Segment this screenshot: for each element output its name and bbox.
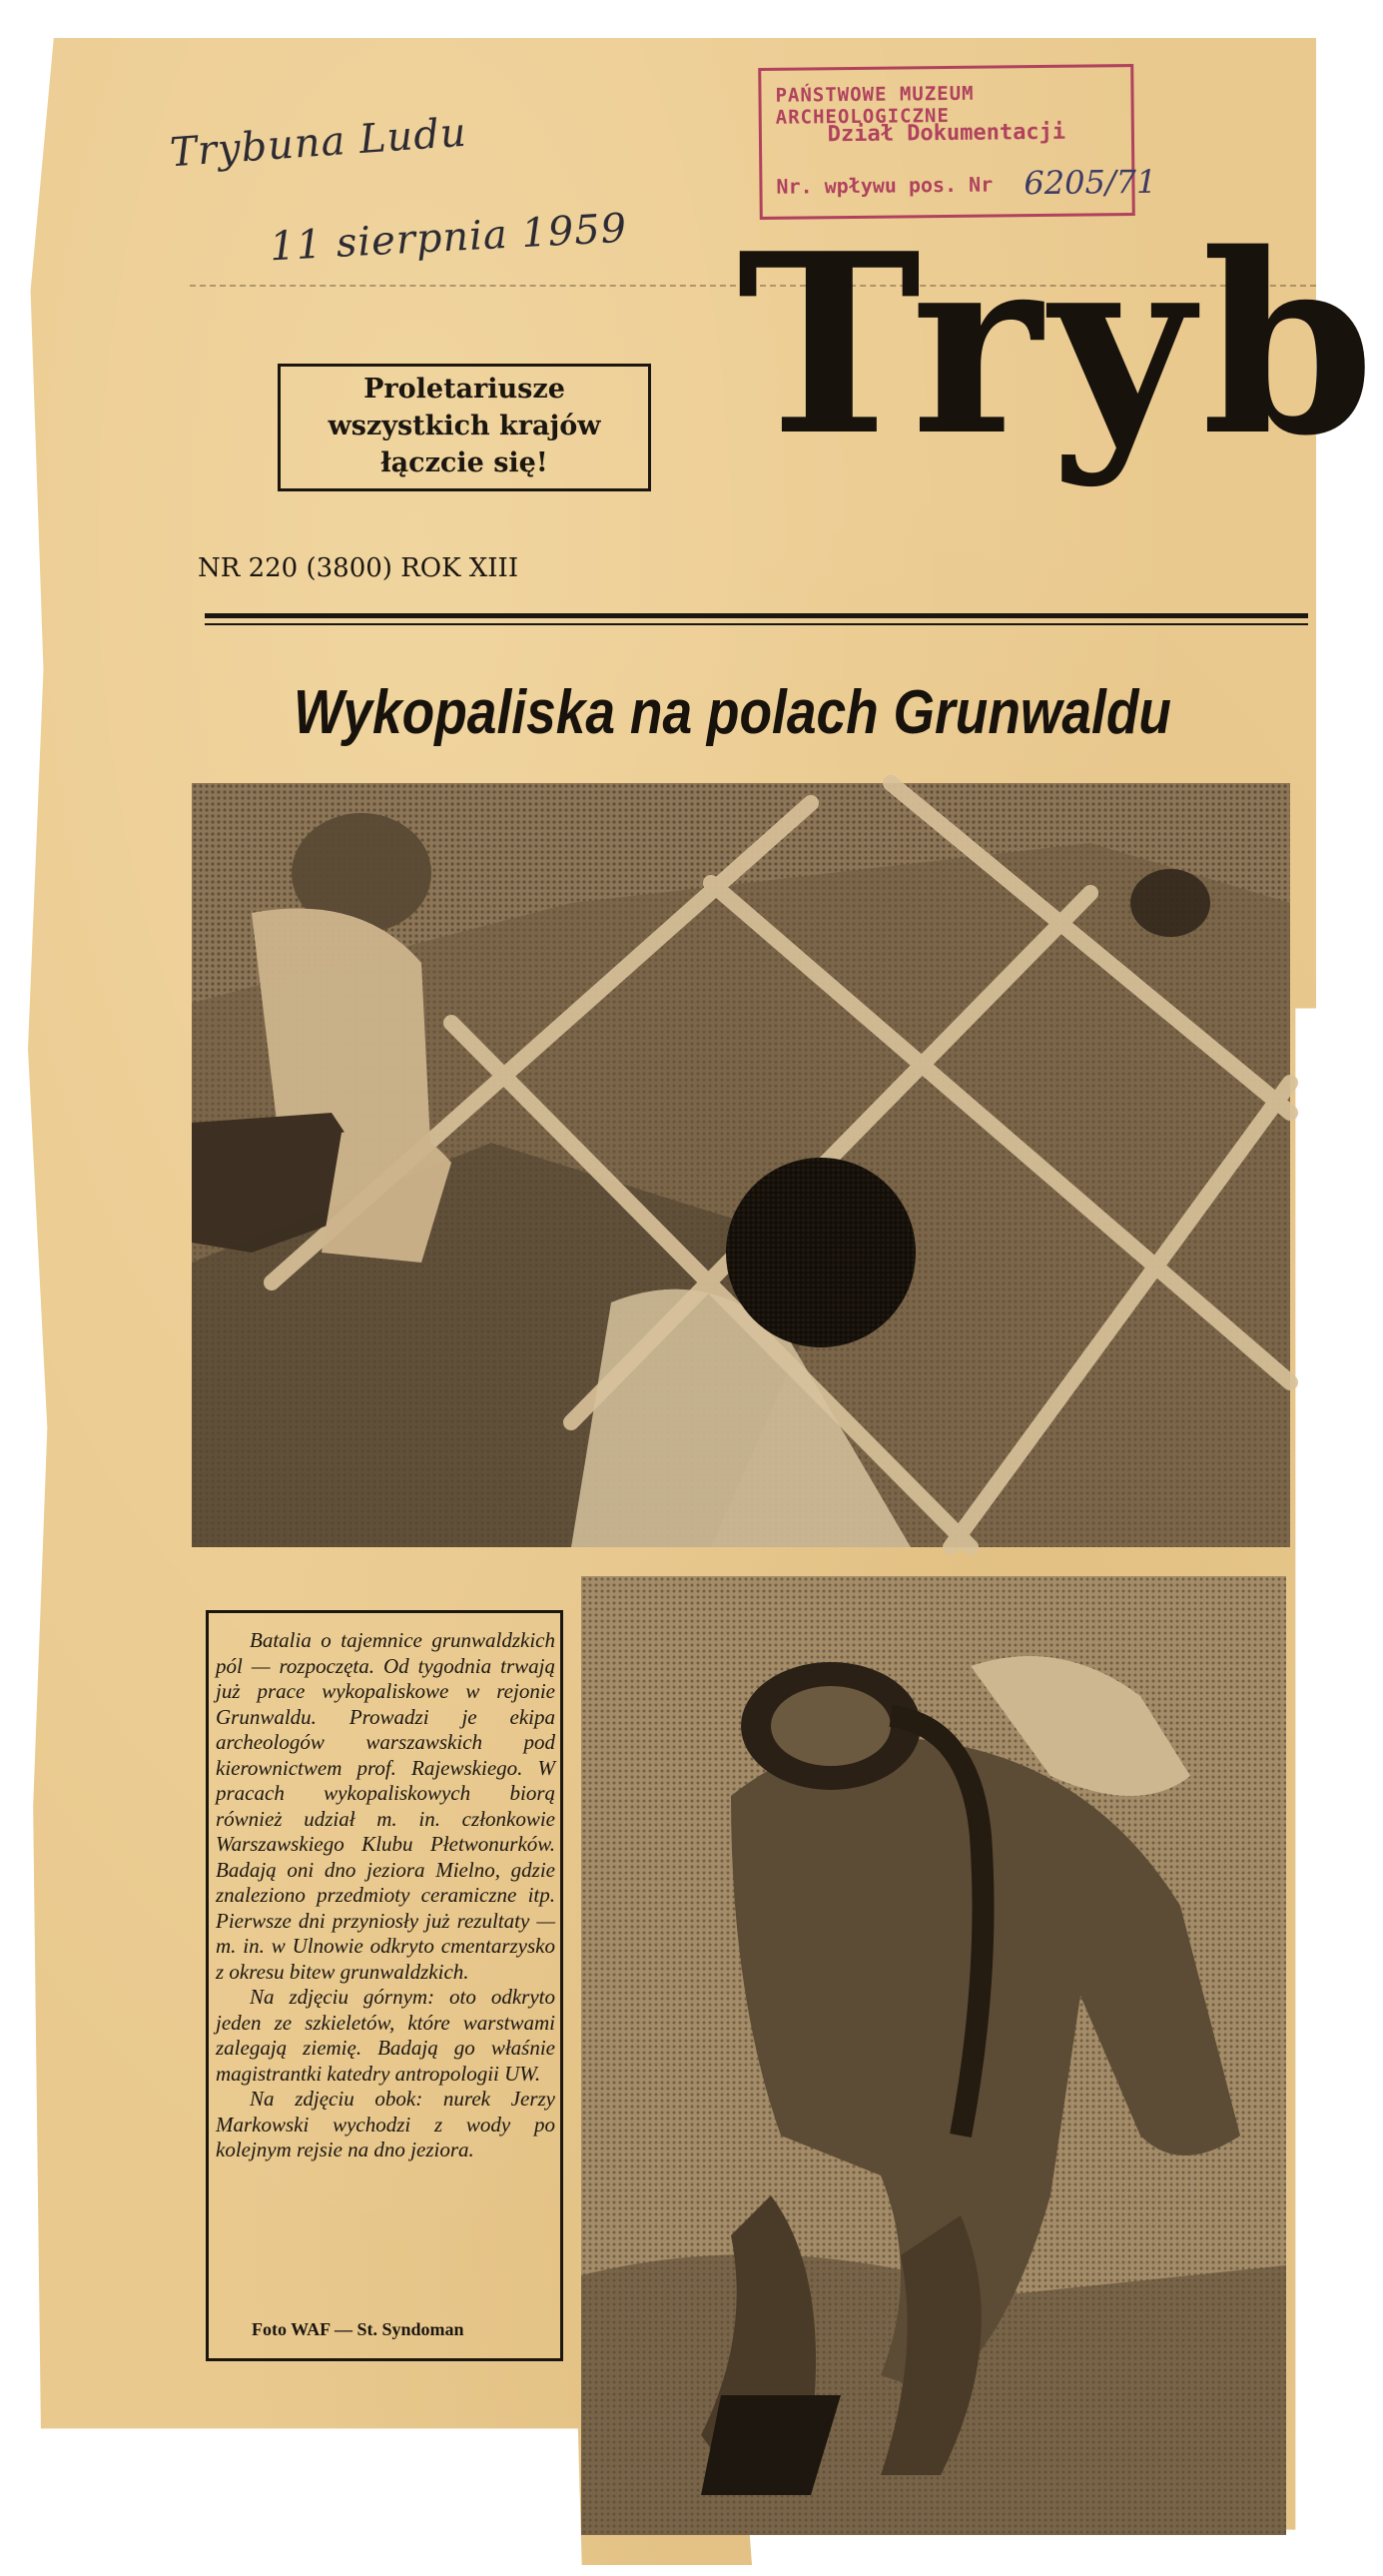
diver-photo bbox=[581, 1576, 1286, 2535]
diver-illustration bbox=[581, 1576, 1286, 2535]
handwritten-date: 11 sierpnia 1959 bbox=[269, 205, 629, 271]
stamp-entry-label: Nr. wpływu pos. Nr bbox=[776, 172, 994, 199]
slogan-line-2: wszystkich krajów bbox=[328, 411, 601, 441]
stamp-institution: PAŃSTWOWE MUZEUM ARCHEOLOGICZNE bbox=[775, 82, 975, 129]
newspaper-masthead: Tryb bbox=[737, 200, 1383, 490]
slogan-line-3: łączcie się! bbox=[380, 447, 548, 478]
handwritten-source: Trybuna Ludu bbox=[168, 109, 469, 177]
masthead-rule-thin bbox=[205, 623, 1308, 625]
photo-credit: Foto WAF — St. Syndoman bbox=[252, 2319, 464, 2339]
slogan-box bbox=[278, 364, 651, 491]
article-paragraph-1: Batalia o tajemnice grunwaldzkich pól — rozpoczęta. Od tygodnia trwają już prace wykopaliskowe w rejonie Grunwaldu. Prowadzi je ekipa archeologów warszawskich pod kierownictwem prof. Rajewskiego. W pracach wykopaliskowych biorą również udział m. in. członkowie Warszawskiego Klubu Płetwonurków. Badają oni dno jeziora Mielno, gdzie znaleziono przedmioty ceramiczne itp. Pierwsze dni przyniosły już rezultaty — m. in. w Ulnowie odkryto cmentarzysko z okresu bitew grunwaldzkich. bbox=[216, 1628, 555, 1984]
article-paragraph-3: Na zdjęciu obok: nurek Jerzy Markowski wychodzi z wody po kolejnym rejsie na dno jeziora. bbox=[216, 2087, 555, 2161]
slogan-line-1: Proletariusze bbox=[363, 374, 565, 405]
stamp-department: Dział Dokumentacji bbox=[827, 119, 1066, 148]
article-body bbox=[216, 1628, 555, 2163]
excavation-illustration bbox=[192, 783, 1290, 1547]
masthead-rule bbox=[205, 613, 1308, 618]
article-paragraph-2: Na zdjęciu górnym: oto odkryto jeden ze szkieletów, które warstwami zalegają ziemię. Badają go właśnie magistrantki katedry antropologii UW. bbox=[216, 1985, 555, 2086]
issue-number: NR 220 (3800) ROK XIII bbox=[198, 553, 519, 583]
museum-stamp bbox=[758, 64, 1157, 220]
article-headline: Wykopaliska na polach Grunwaldu bbox=[294, 678, 1172, 747]
stamp-entry-number: 6205/71 bbox=[1024, 162, 1157, 203]
excavation-photo bbox=[192, 783, 1290, 1547]
